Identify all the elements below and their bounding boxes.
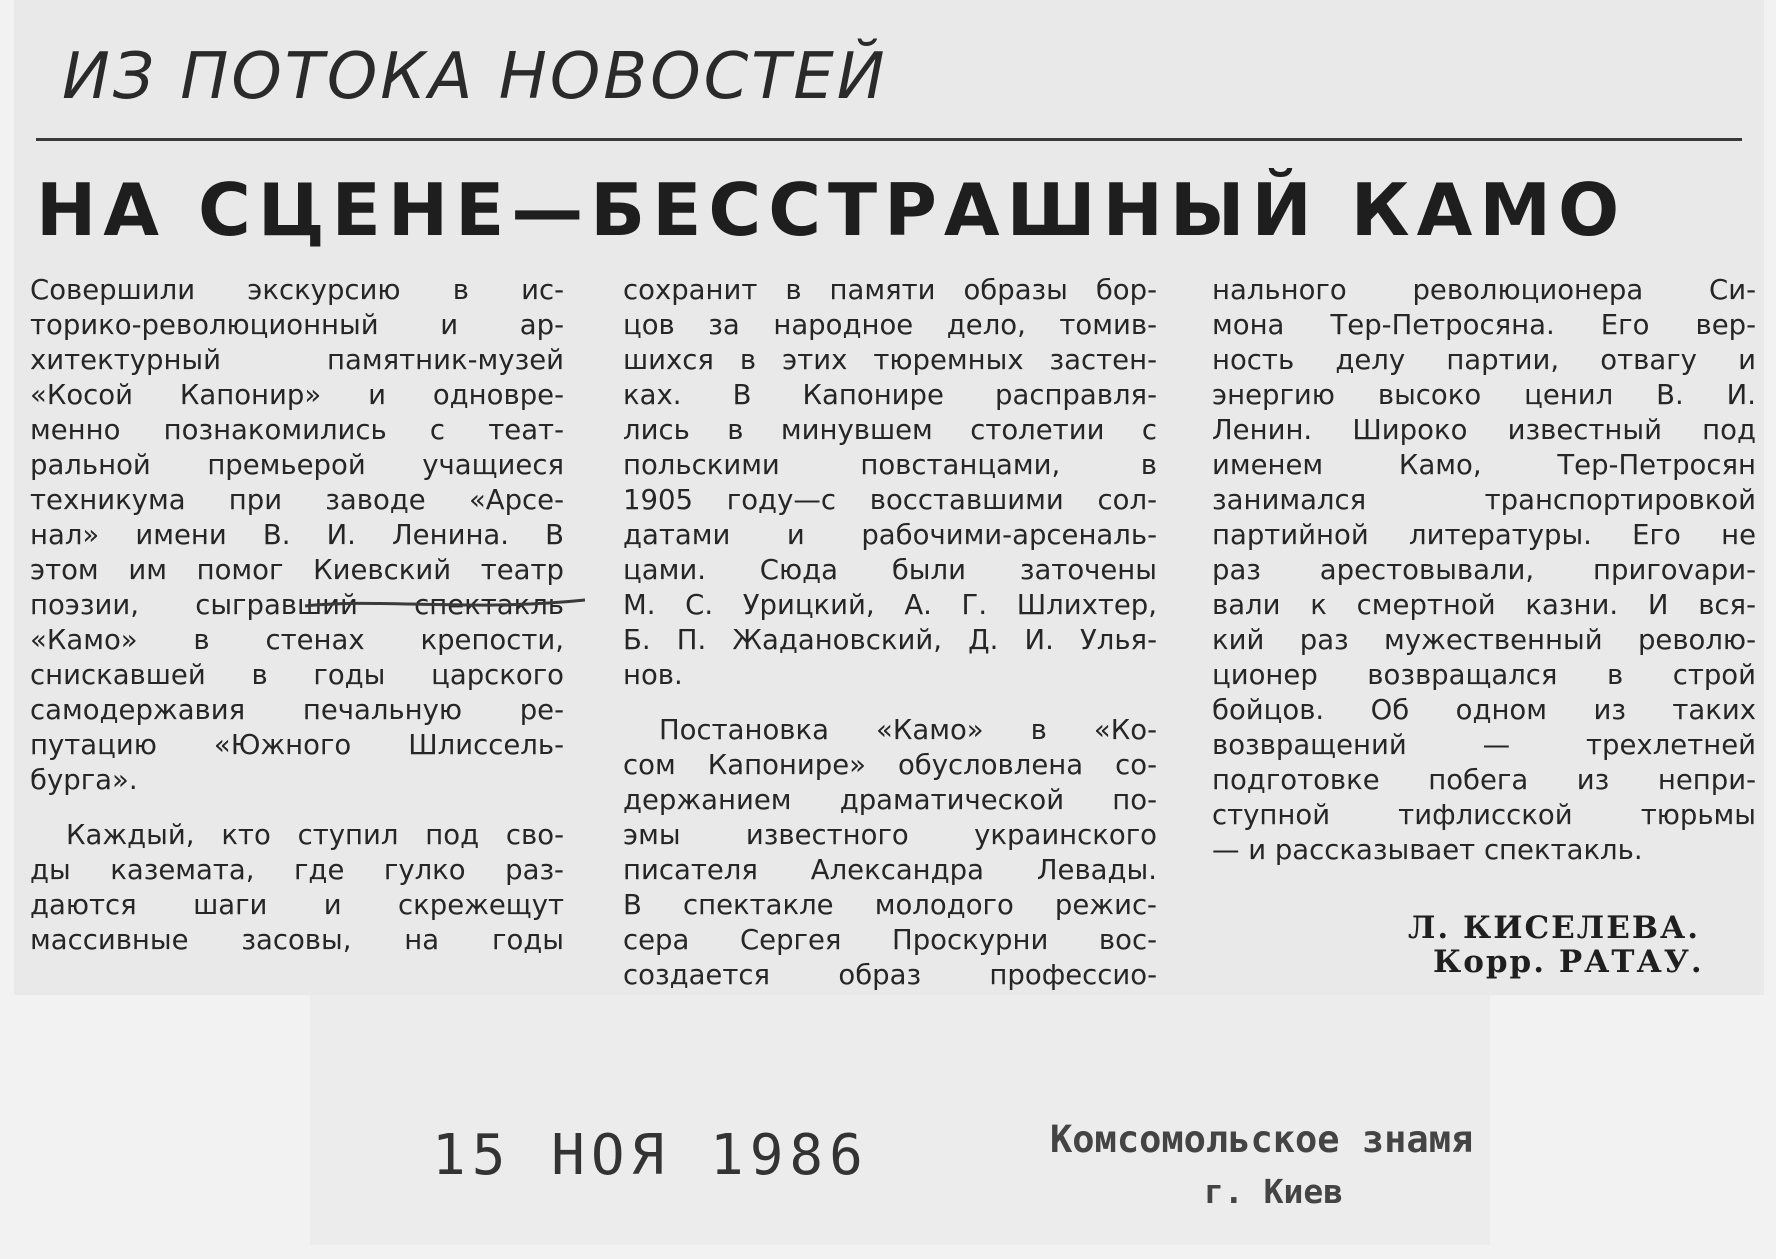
text-line: подготовке побега из непри- [1212, 764, 1756, 796]
text-line: нал» имени В. И. Ленина. В [30, 519, 564, 551]
text-line: занимался транспортировкой [1212, 484, 1756, 516]
text-line: бойцов. Об одном из таких [1212, 694, 1756, 726]
text-line: самодержавия печальную ре- [30, 694, 564, 726]
text-line: Б. П. Жадановский, Д. И. Улья- [623, 624, 1157, 656]
pen-stroke [305, 600, 585, 606]
text-line: бурга». [30, 764, 138, 796]
article-column-2 [623, 273, 1157, 993]
text-line: хитектурный памятник-музей [30, 344, 564, 376]
text-line: эмы известного украинского [623, 819, 1157, 851]
text-line: поэзии, сыгравший спектакль [30, 589, 564, 621]
text-line: Каждый, кто ступил под сво- [66, 819, 564, 851]
text-line: писателя Александра Левады. [623, 854, 1157, 886]
city-stamp: г. Киев [1204, 1172, 1344, 1211]
text-line: раз арестовывали, пригovари- [1212, 554, 1756, 586]
text-line: шихся в этих тюремных застен- [623, 344, 1157, 376]
text-line: менно познакомились с теат- [30, 414, 564, 446]
divider-rule [36, 138, 1742, 141]
text-line: техникума при заводе «Арсе- [30, 484, 564, 516]
newspaper-name-stamp: Комсомольское знамя [1050, 1118, 1474, 1161]
text-line: сохранит в памяти образы бор- [623, 274, 1157, 306]
text-line: кий раз мужественный револю- [1212, 624, 1756, 656]
text-line: ды каземата, где гулко раз- [30, 854, 564, 886]
author-role: Корр. РАТАУ. [1433, 944, 1704, 980]
text-line: партийной литературы. Его не [1212, 519, 1756, 551]
text-line: цов за народное дело, томив- [623, 309, 1157, 341]
text-line: лись в минувшем столетии с [623, 414, 1157, 446]
text-line: нов. [623, 659, 683, 691]
text-line: польскими повстанцами, в [623, 449, 1157, 481]
text-line: Ленин. Широко известный под [1212, 414, 1756, 446]
text-line: Постановка «Камо» в «Ко- [659, 714, 1157, 746]
text-line: — и рассказывает спектакль. [1212, 834, 1643, 866]
text-line: «Камо» в стенах крепости, [30, 624, 564, 656]
text-line: торико-революционный и ар- [30, 309, 564, 341]
text-line: именем Камо, Тер-Петросян [1212, 449, 1756, 481]
text-line: создается образ профессио- [623, 959, 1157, 991]
rubric-heading: ИЗ ПОТОКА НОВОСТЕЙ [62, 40, 888, 114]
text-line: «Косой Капонир» и одновре- [30, 379, 564, 411]
text-line: сера Сергея Проскурни вос- [623, 924, 1157, 956]
text-line: цами. Сюда были заточены [623, 554, 1157, 586]
text-line: ках. В Капонире расправля- [623, 379, 1157, 411]
article-headline: НА СЦЕНЕ—БЕССТРАШНЫЙ КАМО [36, 168, 1627, 252]
article-column-3 [1212, 273, 1756, 868]
text-line: вали к смертной казни. И вся- [1212, 589, 1756, 621]
text-line: возвращений — трехлетней [1212, 729, 1756, 761]
date-stamp: 15 НОЯ 1986 [432, 1123, 869, 1188]
text-line: этом им помог Киевский театр [30, 554, 564, 586]
text-line: Совершили экскурсию в ис- [30, 274, 564, 306]
text-line: ционер возвращался в строй [1212, 659, 1756, 691]
text-line: путацию «Южного Шлиссель- [30, 729, 564, 761]
text-line: даются шаги и скрежещут [30, 889, 564, 921]
text-line: нального революционера Си- [1212, 274, 1756, 306]
text-line: сом Капонире» обусловлена со- [623, 749, 1157, 781]
text-line: В спектакле молодого режис- [623, 889, 1157, 921]
text-line: ступной тифлисской тюрьмы [1212, 799, 1756, 831]
author-name: Л. КИСЕЛЕВА. [1408, 910, 1701, 946]
text-line: держанием драматической по- [623, 784, 1157, 816]
text-line: М. С. Урицкий, А. Г. Шлихтер, [623, 589, 1157, 621]
text-line: мона Тер-Петросяна. Его вер- [1212, 309, 1756, 341]
text-line: ность делу партии, отвагу и [1212, 344, 1756, 376]
text-line: снискавшей в годы царского [30, 659, 564, 691]
pen-underline-mark [300, 592, 600, 622]
text-line: датами и рабочими-арсеналь- [623, 519, 1157, 551]
text-line: ральной премьерой учащиеся [30, 449, 564, 481]
text-line: энергию высоко ценил В. И. [1212, 379, 1756, 411]
text-line: массивные засовы, на годы [30, 924, 564, 956]
text-line: 1905 году—с восставшими сол- [623, 484, 1157, 516]
